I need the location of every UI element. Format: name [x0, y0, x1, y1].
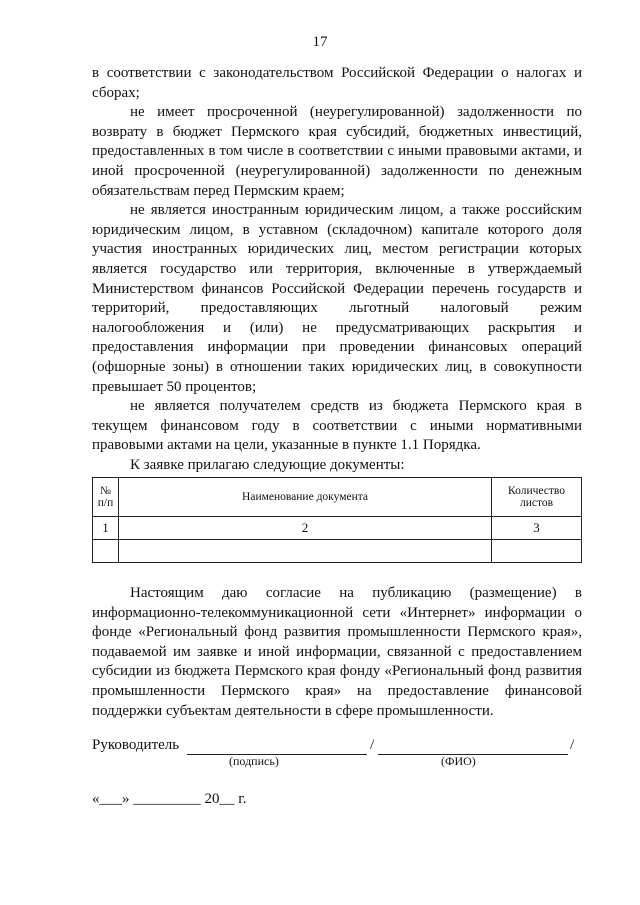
body-text	[92, 64, 582, 475]
consent-block	[92, 584, 582, 721]
table-cell: 1	[93, 517, 119, 540]
header-sheet-count: Количество листов	[492, 478, 582, 517]
paragraph-not-recipient: не является получателем средств из бюджета Пермского края в текущем финансовом году в соответствии с иными нормативными правовыми актами на цели, указанные в пункте 1.1 Порядка.	[92, 398, 582, 454]
table-cell	[492, 540, 582, 563]
paragraph-not-foreign: не является иностранным юридическим лицом, а также российским юридическим лицом, в уставном (складочном) капитале которого доля участия иностранных юридических лиц, местом регистрации которых является государство или территория, включенные в утверждаемый Министерством финансов Российской Федерации перечень государств и территорий, предоставляющих льготный налоговый режим налогообложения и (или) не предусматривающих раскрытия и предоставления информации при проведении финансовых операций (офшорные зоны) в отношении таких юридических лиц, в совокупности превышает 50 процентов;	[92, 202, 582, 395]
slash-separator: /	[370, 737, 375, 753]
table-row	[93, 540, 582, 563]
signature-label: Руководитель	[92, 737, 180, 753]
name-caption: (ФИО)	[441, 754, 476, 768]
name-blank	[378, 737, 568, 755]
table-cell	[93, 540, 119, 563]
consent-paragraph: Настоящим даю согласие на публикацию (размещение) в информационно-телекоммуникационной сети «Интернет» информации о фонде «Региональный фонд развития промышленности Пермского края», подаваемой им заявке и иной информации, связанной с предоставлением субсидии из бюджета Пермского края фонду «Региональный фонд развития промышленности Пермского края» на предоставление финансовой поддержки субъектам деятельности в сфере промышленности.	[92, 585, 582, 719]
signature-caption: (подпись)	[229, 754, 279, 768]
signature-blank	[187, 737, 367, 755]
slash-separator: /	[570, 737, 575, 753]
table-header-row	[93, 478, 582, 517]
date-line: «___» _________ 20__ г.	[92, 791, 247, 807]
paragraph-tax: в соответствии с законодательством Российской Федерации о налогах и сборах;	[92, 65, 582, 101]
header-document-name: Наименование документа	[118, 478, 491, 517]
paragraph-no-debt: не имеет просроченной (неурегулированной) задолженности по возврату в бюджет Пермского края субсидий, бюджетных инвестиций, предоставленных в том числе в соответствии с иными правовыми актами, и иной просроченной (неурегулированной) задолженности по денежным обязательствам перед Пермским краем;	[92, 104, 582, 199]
table-cell: 2	[118, 517, 491, 540]
table-row	[93, 517, 582, 540]
table-cell: 3	[492, 517, 582, 540]
header-number: № п/п	[93, 478, 119, 517]
paragraph-attachments: К заявке прилагаю следующие документы:	[130, 456, 405, 473]
documents-table	[92, 477, 582, 563]
table-cell	[118, 540, 491, 563]
page-number: 17	[312, 34, 328, 50]
